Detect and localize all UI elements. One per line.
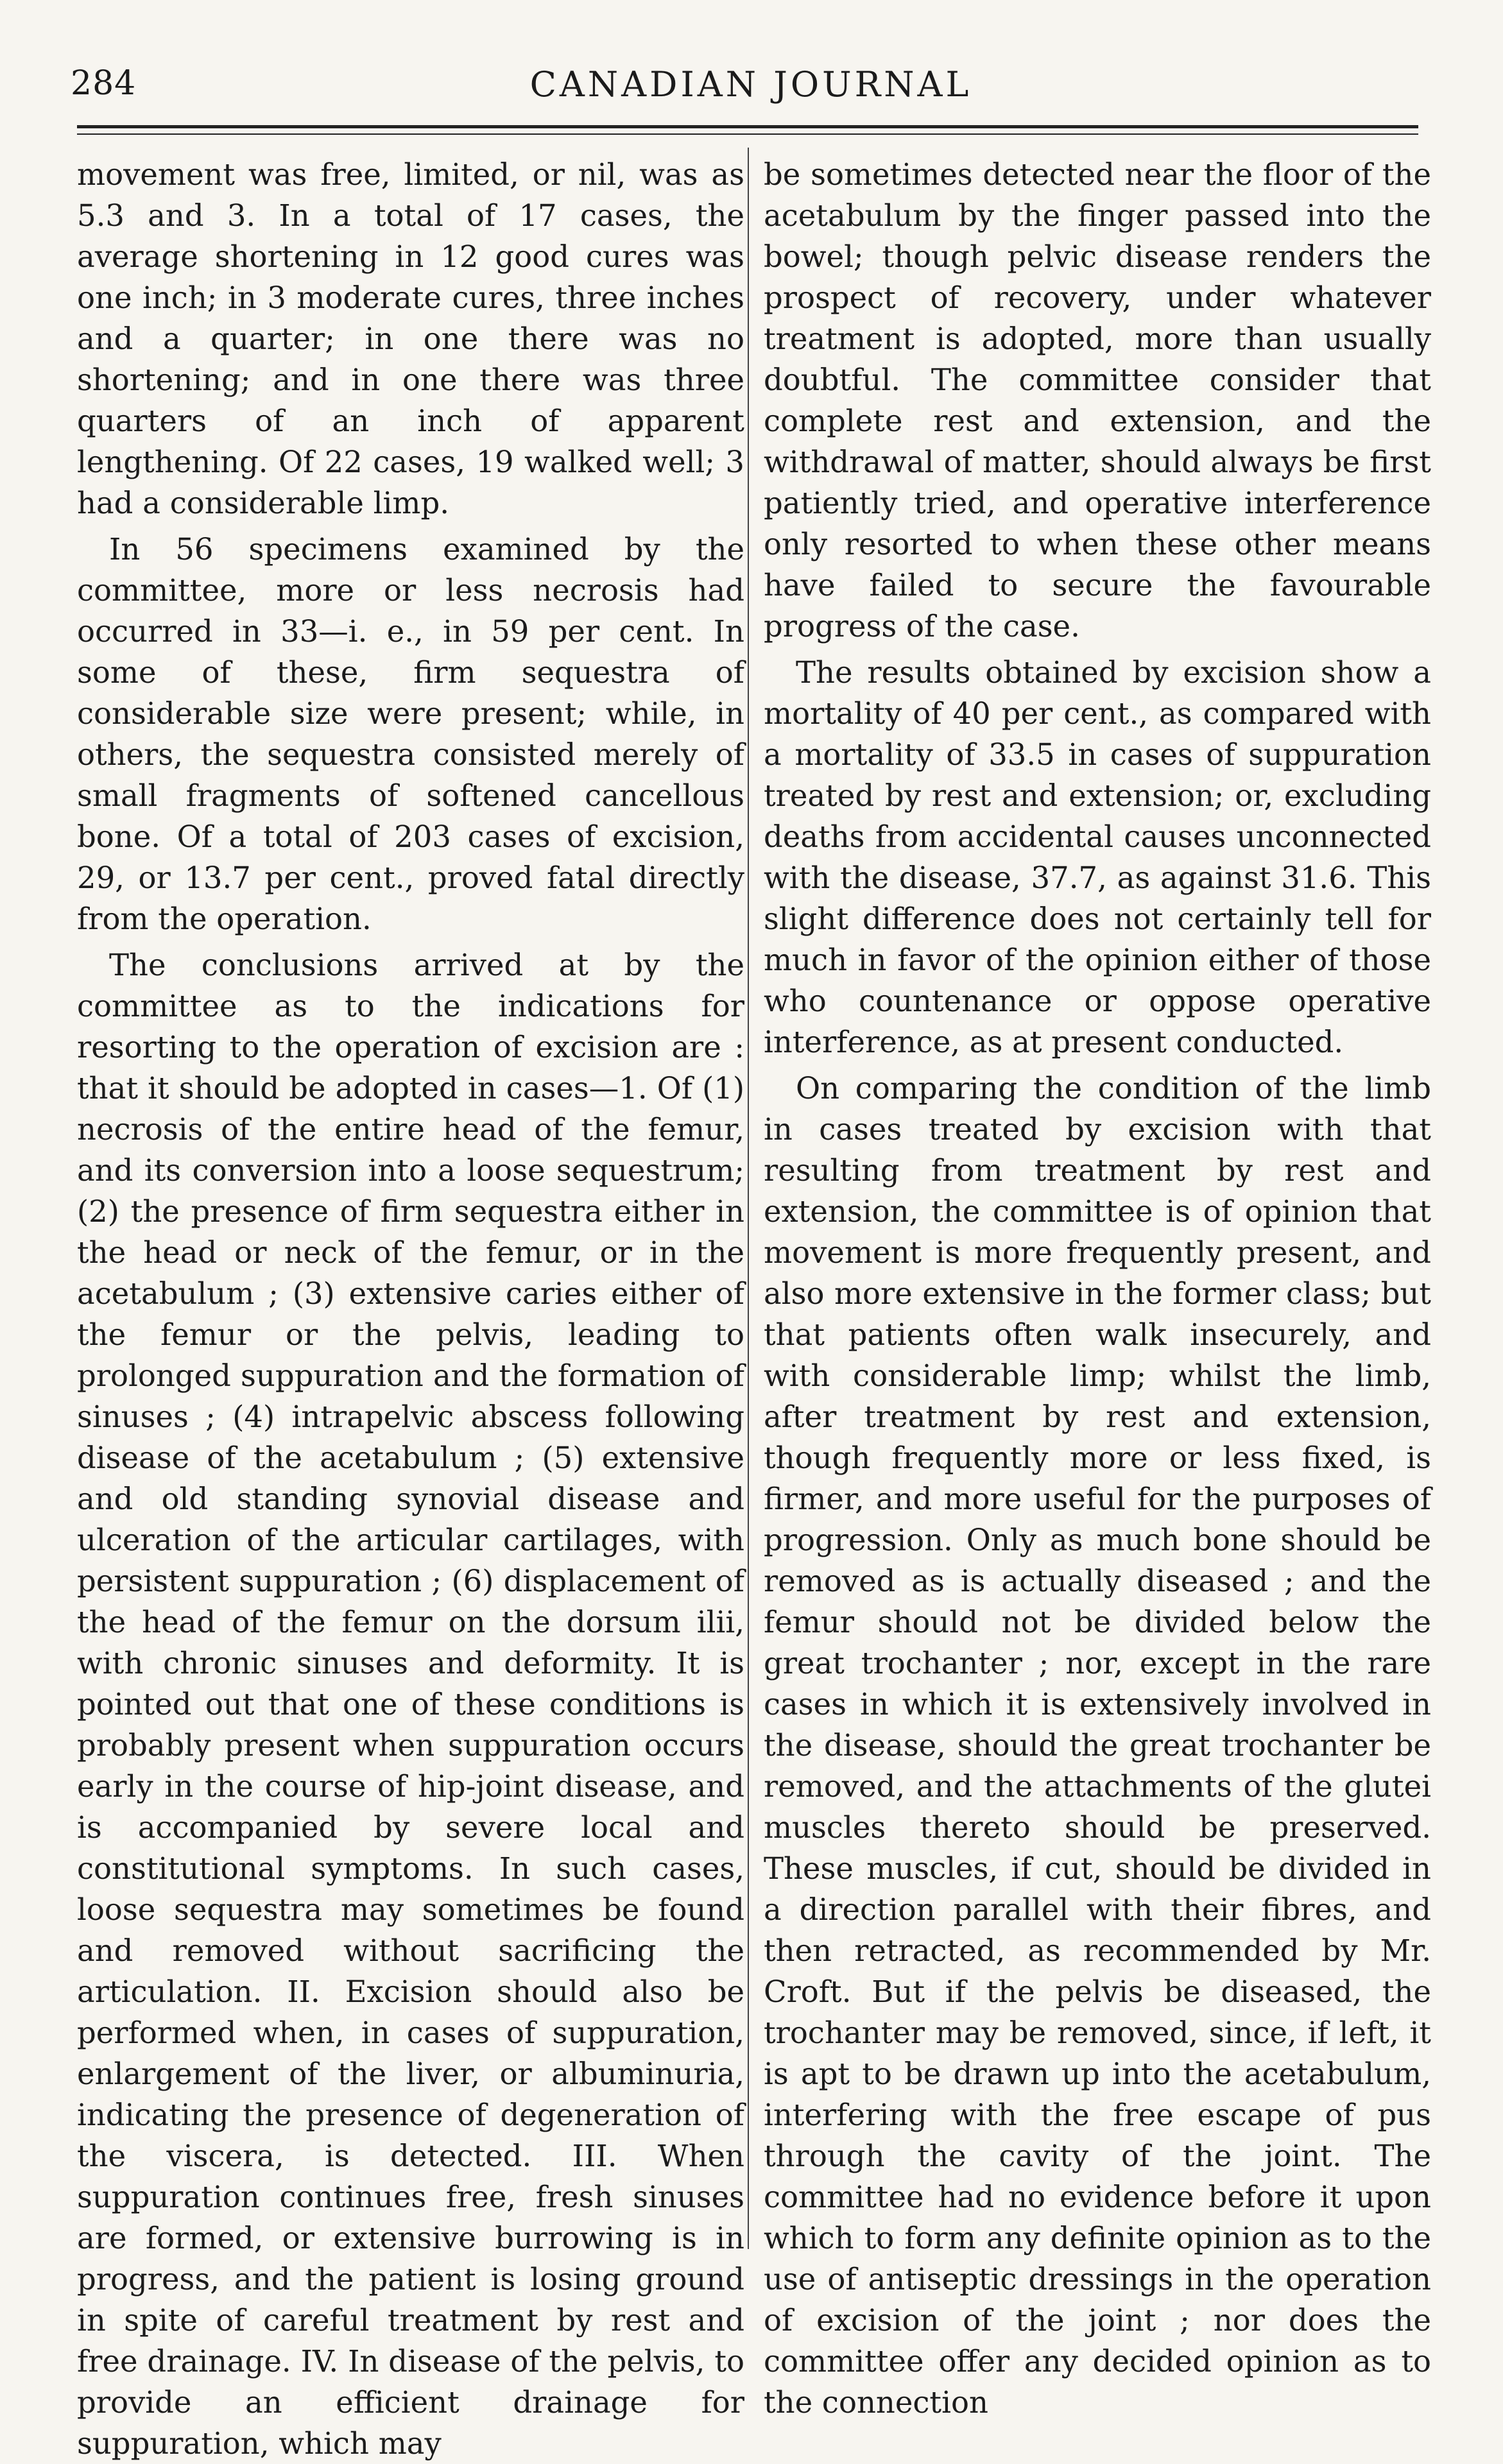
header-rule [77, 125, 1418, 128]
paragraph: The results obtained by excision show a mortality of 40 per cent., as compared with a mortality of 33.5 in cases of suppuration treated by rest and extension; or, excluding deaths from accidental causes unconnected with the disease, 37.7, as against 31.6. This slight difference does not certainly tell for much in favor of the opinion either of those who countenance or oppose operative interference, as at present conducted. [764, 655, 1431, 1059]
paragraph: be sometimes detected near the floor of the acetabulum by the finger passed into the bowel; though pelvic disease renders the prospect of recovery, under whatever treatment is adopted, more than usually doubtful. The committee consider that complete rest and extension, and the withdrawal of matter, should always be first patiently tried, and operative interference only resorted to when these other means have failed to secure the favourable progress of the case. [764, 157, 1431, 644]
paragraph: The conclusions arrived at by the committee as to the indications for resorting to the operation of excision are : that it should be adopted in cases—1. Of (1) necrosis of the entire head of the femur, and its conversion into a loose sequestrum; (2) the presence of firm sequestra either in the head or neck of the femur, or in the acetabulum ; (3) extensive caries either of the femur or the pelvis, leading to prolonged suppuration and the formation of sinuses ; (4) intrapelvic abscess following disease of the acetabulum ; (5) extensive and old standing synovial disease and ulceration of the articular cartilages, with persistent suppuration ; (6) displacement of the head of the femur on the dorsum ilii, with chronic sinuses and deformity. It is pointed out that one of these conditions is probably present when suppuration occurs early in the course of hip-joint disease, and is accompanied by severe local and constitutional symptoms. In such cases, loose sequestra may sometimes be found and removed without sacrificing the articulation. II. Excision should also be performed when, in cases of suppuration, enlargement of the liver, or albuminuria, indicating the presence of degeneration of the viscera, is detected. III. When suppuration continues free, fresh sinuses are formed, or extensive burrowing is in progress, and the patient is losing ground in spite of careful treatment by rest and free drainage. IV. In disease of the pelvis, to provide an efficient drainage for suppuration, which may [77, 948, 744, 2461]
paragraph: movement was free, limited, or nil, was as 5.3 and 3. In a total of 17 cases, the average shortening in 12 good cures was one inch; in 3 moderate cures, three inches and a quarter; in one there was no shortening; and in one there was three quarters of an inch of apparent lengthening. Of 22 cases, 19 walked well; 3 had a considerable limp. [77, 157, 744, 520]
paragraph: On comparing the condition of the limb in cases treated by excision with that resulting from treatment by rest and extension, the committee is of opinion that movement is more frequently present, and also more extensive in the former class; but that patients often walk insecurely, and with considerable limp; whilst the limb, after treatment by rest and extension, though frequently more or less fixed, is firmer, and more useful for the purposes of progression. Only as much bone should be removed as is actually diseased ; and the femur should not be divided below the great trochanter ; nor, except in the rare cases in which it is extensively involved in the disease, should the great trochanter be removed, and the attachments of the glutei muscles thereto should be preserved. These muscles, if cut, should be divided in a direction parallel with their fibres, and then retracted, as recommended by Mr. Croft. But if the pelvis be diseased, the trochanter may be removed, since, if left, it is apt to be drawn up into the acetabulum, interfering with the free escape of pus through the cavity of the joint. The committee had no evidence before it upon which to form any definite opinion as to the use of antiseptic dressings in the operation of excision of the joint ; nor does the committee offer any decided opinion as to the connection [764, 1071, 1431, 2420]
right-column [764, 154, 1431, 2423]
header-rule-thin [77, 133, 1418, 135]
column-divider [748, 148, 749, 2249]
page-header [71, 64, 1431, 122]
page-number: 284 [71, 64, 137, 103]
paragraph: In 56 specimens examined by the committee, more or less necrosis had occurred in 33—i. e., in 59 per cent. In some of these, firm sequestra of considerable size were present; while, in others, the sequestra consisted merely of small fragments of softened cancellous bone. Of a total of 203 cases of excision, 29, or 13.7 per cent., proved fatal directly from the operation. [77, 532, 744, 936]
left-column [77, 154, 744, 2464]
journal-title: CANADIAN JOURNAL [529, 64, 972, 105]
